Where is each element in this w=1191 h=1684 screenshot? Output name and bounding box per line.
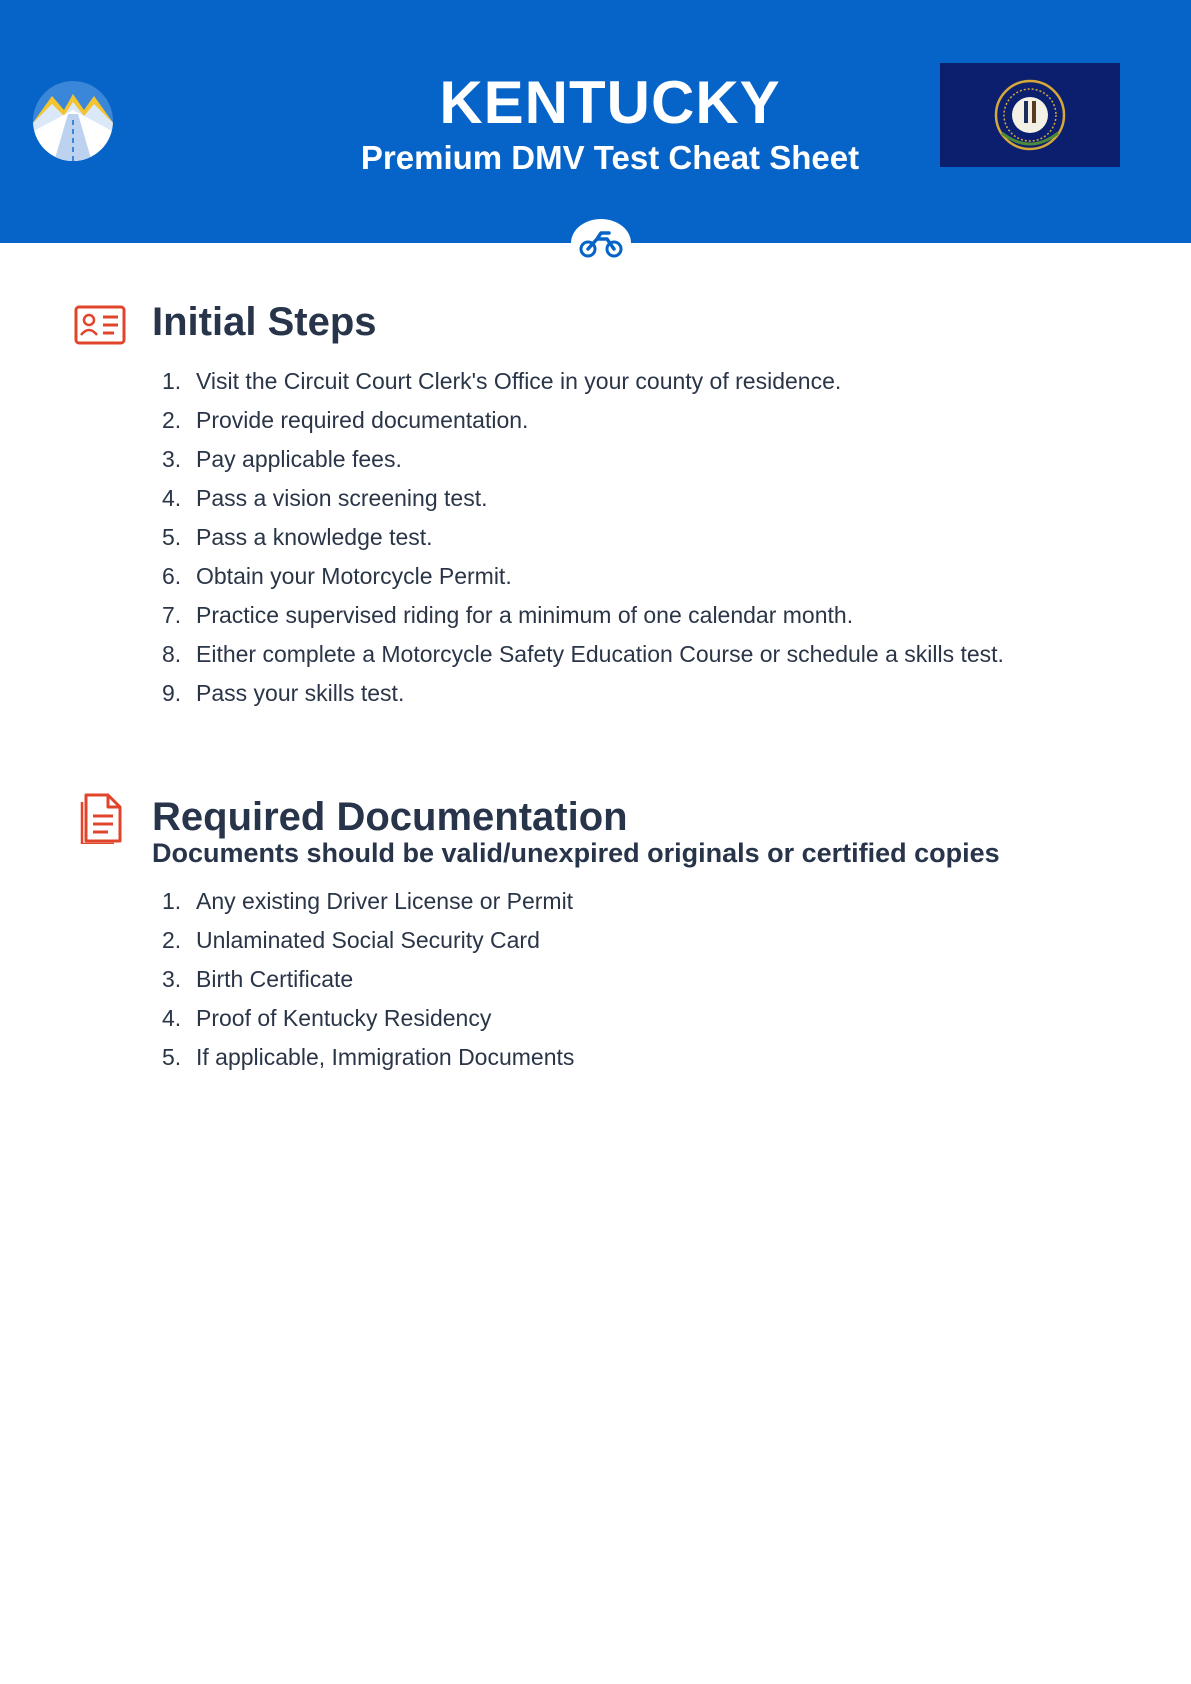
list-item: 5. If applicable, Immigration Documents [162,1044,575,1070]
list-item: 9. Pass your skills test. [162,680,405,706]
document-icon [76,792,128,844]
list-item: 5. Pass a knowledge test. [162,524,433,550]
list-item: 1. Any existing Driver License or Permit [162,888,574,914]
kentucky-flag-icon [940,63,1120,167]
required-docs-list [162,882,574,1077]
list-item: 3. Birth Certificate [162,966,354,992]
list-item: 3. Pay applicable fees. [162,446,402,472]
list-item: 7. Practice supervised riding for a minimum of one calendar month. [162,602,854,628]
required-docs-title: Required Documentation [152,795,628,839]
initial-steps-list [162,362,1004,713]
list-item: 2. Unlaminated Social Security Card [162,927,540,953]
header-banner [0,0,1191,243]
list-item: 4. Pass a vision screening test. [162,485,488,511]
list-item: 6. Obtain your Motorcycle Permit. [162,563,512,589]
page-subtitle: Premium DMV Test Cheat Sheet [360,139,860,176]
motorcycle-icon [571,219,631,267]
state-title: KENTUCKY [439,69,781,136]
list-item: 8. Either complete a Motorcycle Safety Education Course or schedule a skills test. [162,641,1004,667]
list-item: 2. Provide required documentation. [162,407,529,433]
list-item: 4. Proof of Kentucky Residency [162,1005,492,1031]
required-docs-subtitle: Documents should be valid/unexpired originals or certified copies [152,838,1000,868]
mountain-road-logo-icon [32,80,114,162]
title-block [300,70,920,178]
initial-steps-title: Initial Steps [152,300,377,344]
list-item: 1. Visit the Circuit Court Clerk's Office in your county of residence. [162,368,842,394]
id-card-icon [74,299,126,351]
